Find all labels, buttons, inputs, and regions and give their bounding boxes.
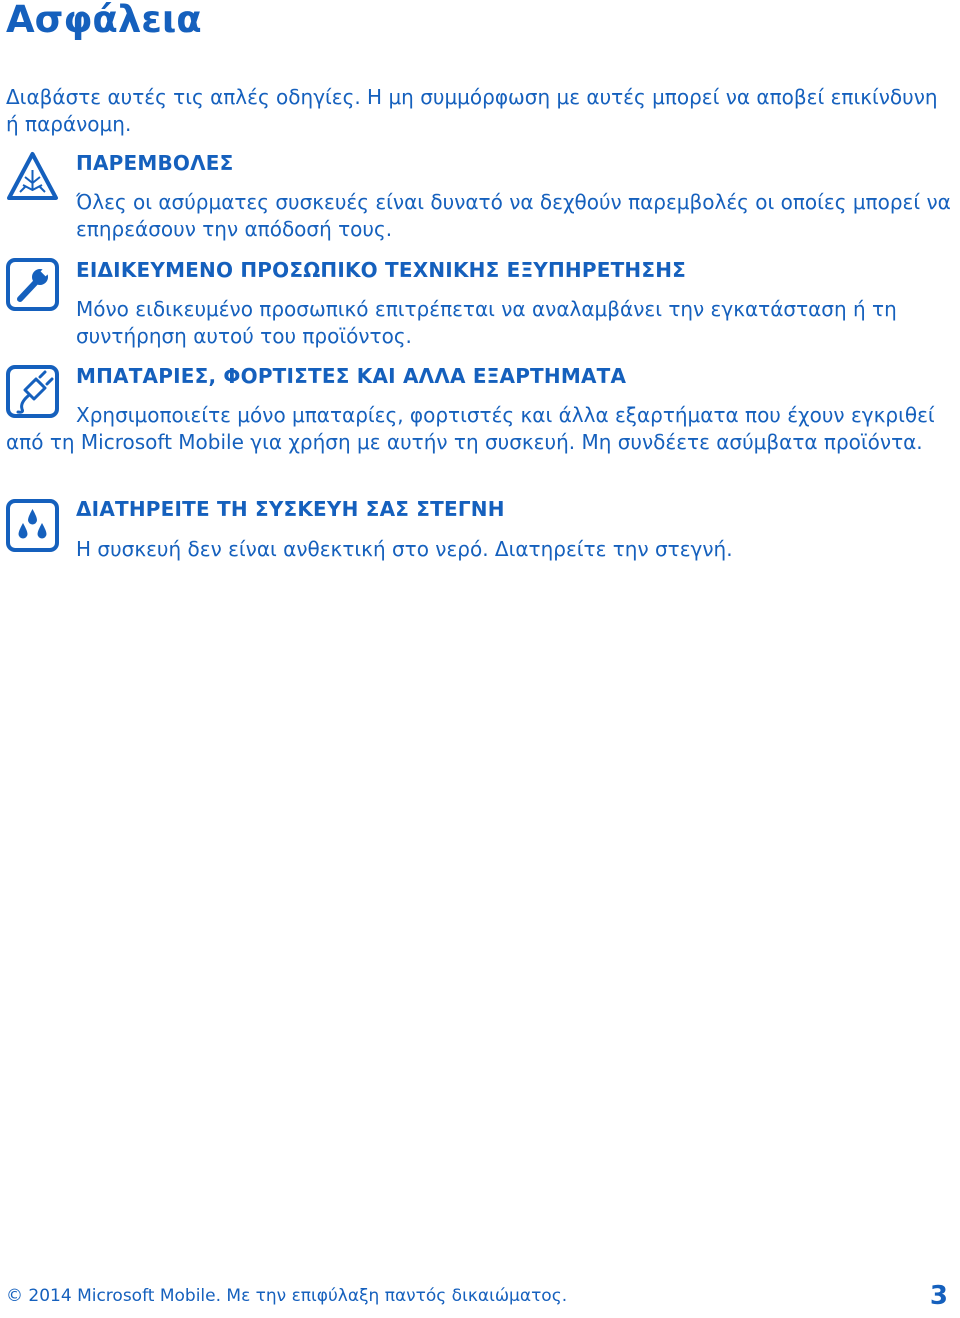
section-heading-service: ΕΙΔΙΚΕΥΜΕΝΟ ΠΡΟΣΩΠΙΚΟ ΤΕΧΝΙΚΗΣ ΕΞΥΠΗΡΕΤΗΣΗΣ bbox=[76, 258, 687, 282]
page-title: Ασφάλεια bbox=[6, 0, 202, 41]
section-text-batteries: Χρησιμοποιείτε μόνο μπαταρίες, φορτιστές και άλλα εξαρτήματα που έχουν εγκριθεί από τη Microsoft Mobile για χρήση με αυτήν τη συσκευή. Μη συνδέετε ασύμβατα προϊόντα. bbox=[6, 403, 935, 454]
intro-text: Διαβάστε αυτές τις απλές οδηγίες. Η μη συμμόρφωση με αυτές μπορεί να αποβεί επικίνδυνη ή παράνομη. bbox=[6, 85, 938, 136]
copyright-notice: © 2014 Microsoft Mobile. Με την επιφύλαξη παντός δικαιώματος. bbox=[6, 1286, 568, 1306]
water-drops-icon bbox=[6, 499, 59, 552]
section-text-interference: Όλες οι ασύρματες συσκευές είναι δυνατό να δεχθούν παρεμβολές οι οποίες μπορεί να επηρεάσουν την απόδοσή τους. bbox=[76, 190, 951, 241]
page-number: 3 bbox=[929, 1281, 948, 1311]
section-heading-batteries: ΜΠΑΤΑΡΙΕΣ, ΦΟΡΤΙΣΤΕΣ ΚΑΙ ΑΛΛΑ ΕΞΑΡΤΗΜΑΤΑ bbox=[76, 364, 627, 388]
section-heading-interference: ΠΑΡΕΜΒΟΛΕΣ bbox=[76, 151, 234, 175]
section-heading-dry: ΔΙΑΤΗΡΕΙΤΕ ΤΗ ΣΥΣΚΕΥΗ ΣΑΣ ΣΤΕΓΝΗ bbox=[76, 497, 505, 521]
wrench-icon bbox=[6, 258, 59, 311]
section-text-dry: Η συσκευή δεν είναι ανθεκτική στο νερό. Διατηρείτε την στεγνή. bbox=[76, 537, 733, 561]
section-text-service: Μόνο ειδικευμένο προσωπικό επιτρέπεται να αναλαμβάνει την εγκατάσταση ή τη συντήρηση αυτού του προϊόντος. bbox=[76, 297, 897, 348]
interference-warning-icon bbox=[6, 150, 59, 203]
